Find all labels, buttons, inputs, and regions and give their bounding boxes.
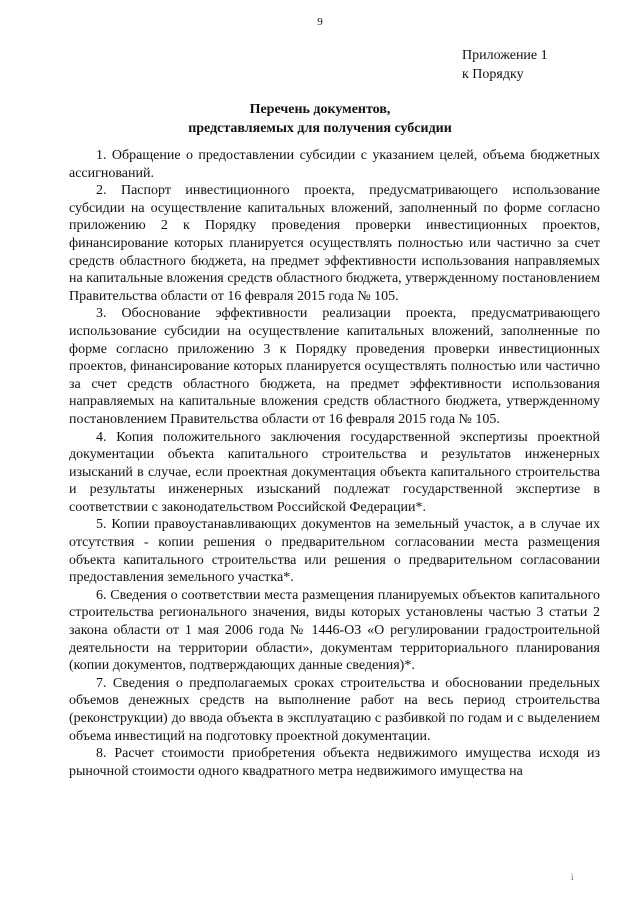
appendix-line-1: Приложение 1: [462, 48, 548, 63]
appendix-heading: [462, 46, 548, 84]
list-item-8: 8. Расчет стоимости приобретения объекта недвижимого имущества исходя из рыночной стоимости одного квадратного метра недвижимого имущества на: [69, 746, 600, 779]
page-number: 9: [317, 16, 323, 28]
corner-mark: i: [571, 872, 574, 882]
list-item-3: 3. Обоснование эффективности реализации проекта, предусматривающего использование субсидии на осуществление капитальных вложений, заполненные по форме согласно приложению 3 к Порядку проведения проверки инвестиционных проектов, финансирование которых планируется осуществлять полностью или частично за счет средств областного бюджета, на предмет эффективности использования направляемых на капитальные вложения средств областного бюджета, утвержденному постановлением Правительства области от 16 февраля 2015 года № 105.: [69, 306, 600, 427]
list-item-2: 2. Паспорт инвестиционного проекта, предусматривающего использование субсидии на осуществление капитальных вложений, заполненный по форме согласно приложению 2 к Порядку проведения проверки инвестиционных проектов, финансирование которых планируется осуществлять полностью или частично за счет средств областного бюджета, на предмет эффективности использования направляемых на капитальные вложения средств областного бюджета, утвержденному постановлением Правительства области от 16 февраля 2015 года № 105.: [69, 183, 600, 304]
list-item-5: 5. Копии правоустанавливающих документов на земельный участок, а в случае их отсутствия - копии решения о предварительном согласовании места размещения объекта капитального строительства или решения о предварительном согласовании предоставления земельного участка*.: [69, 517, 600, 586]
list-item-1: 1. Обращение о предоставлении субсидии с указанием целей, объема бюджетных ассигнований.: [69, 148, 600, 181]
title-line-2: представляемых для получения субсидии: [188, 121, 452, 136]
document-title: [0, 100, 640, 138]
list-item-4: 4. Копия положительного заключения государственной экспертизы проектной документации объекта капитального строительства и результатов инженерных изысканий в случае, если проектная документация объекта капитального строительства и результаты инженерных изысканий подлежат государственной экспертизе в соответствии с законодательством Российской Федерации*.: [69, 429, 600, 515]
appendix-line-2: к Порядку: [462, 67, 524, 82]
list-item-6: 6. Сведения о соответствии места размещения планируемых объектов капитального строительства регионального значения, виды которых установлены частью 3 статьи 2 закона области от 1 мая 2006 года № 1446-ОЗ «О регулировании градостроительной деятельности на территории области», документам территориального планирования (копии документов, подтверждающих данные сведения)*.: [69, 587, 600, 674]
document-body: [69, 147, 600, 780]
list-item-7: 7. Сведения о предполагаемых сроках строительства и обосновании предельных объемов денежных средств на выполнение работ на весь период строительства (реконструкции) до ввода объекта в эксплуатацию с разбивкой по годам и с выделением объема инвестиций на подготовку проектной документации.: [69, 675, 600, 744]
title-line-1: Перечень документов,: [249, 102, 391, 117]
